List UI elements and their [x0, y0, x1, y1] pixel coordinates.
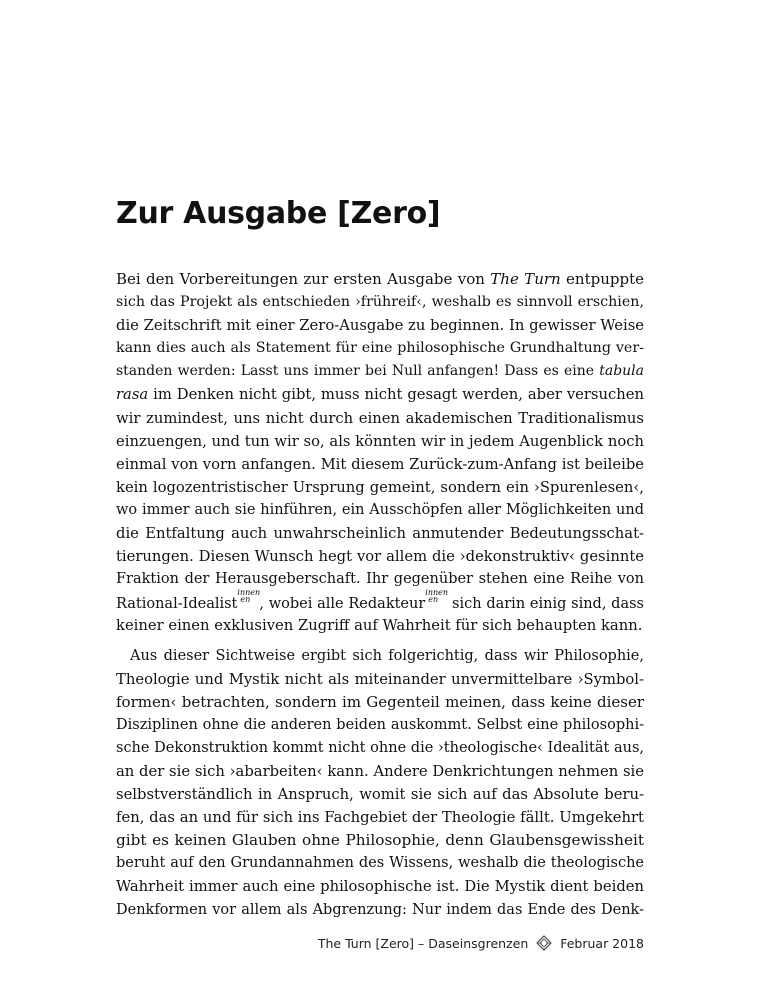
text-line: Fraktion der Herausgeberschaft. Ihr gegenüber stehen eine Reihe von — [116, 571, 644, 588]
text-line: standen werden: Lasst uns immer bei Null anfangen! Dass es eine tabula — [116, 363, 644, 380]
text-line: einmal von vorn anfangen. Mit diesem Zurück-zum-Anfang ist beileibe — [116, 455, 644, 473]
text-line: rasa im Denken nicht gibt, muss nicht gesagt werden, aber versuchen — [116, 386, 644, 404]
text-line: kann dies auch als Statement für eine philosophische Grundhaltung ver- — [116, 340, 644, 357]
paragraph-2 — [116, 645, 644, 922]
text-line: Rational-Idealist innen en , wobei alle Redakteur innen en sich darin einig sind, dass — [116, 588, 644, 613]
text-line: selbstverständlich in Anspruch, womit sie sich auf das Absolute beru- — [116, 786, 644, 804]
text-line: sche Dekonstruktion kommt nicht ohne die ›theologische‹ Idealität aus, — [116, 739, 644, 756]
text-line: kein logozentristischer Ursprung gemeint, sondern ein ›Spurenlesen‹, — [116, 478, 644, 496]
text-line: gibt es keinen Glauben ohne Philosophie, denn Glaubensgewissheit — [116, 831, 644, 850]
gender-gloss: innen en — [425, 588, 449, 605]
body-text — [116, 268, 644, 922]
text-line: fen, das an und für sich ins Fachgebiet der Theologie fällt. Umgekehrt — [116, 809, 644, 827]
text-line: die Zeitschrift mit einer Zero-Ausgabe zu beginnen. In gewisser Weise — [116, 317, 644, 335]
text-line: wo immer auch sie hinführen, ein Ausschöpfen aller Möglichkeiten und — [116, 501, 644, 518]
text-line: die Entfaltung auch unwahrscheinlich anmutender Bedeutungsschat- — [116, 525, 644, 543]
text-line: keiner einen exklusiven Zugriff auf Wahrheit für sich behaupten kann. — [116, 617, 643, 635]
page-footer — [0, 935, 644, 954]
text-line: formen‹ betrachten, sondern im Gegenteil meinen, dass keine dieser — [116, 692, 644, 711]
text-line: Bei den Vorbereitungen zur ersten Ausgabe von The Turn entpuppte — [116, 270, 644, 288]
paragraph-1 — [116, 268, 644, 638]
text-line: sich das Projekt als entschieden ›frühreif‹, weshalb es sinnvoll erschien, — [116, 294, 644, 311]
text-line: Theologie und Mystik nicht als miteinander unvermittelbare ›Symbol- — [116, 670, 644, 688]
page-title: Zur Ausgabe [Zero] — [116, 196, 441, 231]
text-line: beruht auf den Grundannahmen des Wissens, weshalb die theologische — [116, 855, 644, 872]
text-line: Denkformen vor allem als Abgrenzung: Nur indem das Ende des Denk- — [116, 901, 644, 918]
diamond-ornament-icon — [536, 935, 552, 954]
text-line: Disziplinen ohne die anderen beiden auskommt. Selbst eine philosophi- — [116, 716, 644, 733]
gender-gloss: innen en — [237, 588, 261, 605]
text-line: an der sie sich ›abarbeiten‹ kann. Andere Denkrichtungen nehmen sie — [116, 762, 644, 780]
text-line: einzuengen, und tun wir so, als könnten wir in jedem Augenblick noch — [116, 432, 644, 450]
text-line: wir zumindest, uns nicht durch einen akademischen Traditionalismus — [116, 409, 644, 427]
footer-date: Februar 2018 — [560, 936, 644, 951]
text-line: Aus dieser Sichtweise ergibt sich folgerichtig, dass wir Philosophie, — [130, 647, 644, 664]
footer-journal: The Turn [Zero] – Daseinsgrenzen — [317, 936, 529, 951]
text-line: tierungen. Diesen Wunsch hegt vor allem die ›dekonstruktiv‹ gesinnte — [116, 548, 644, 566]
text-line: Wahrheit immer auch eine philosophische ist. Die Mystik dient beiden — [116, 878, 644, 896]
